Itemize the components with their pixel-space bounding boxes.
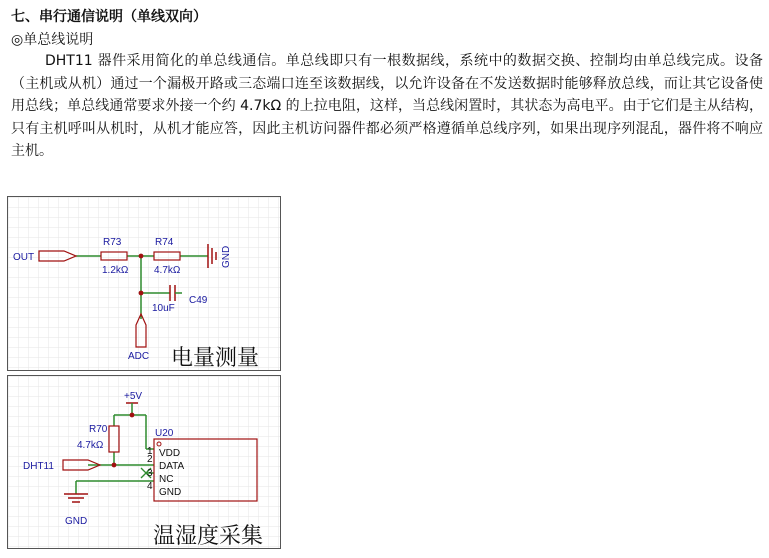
r73-value: 1.2kΩ bbox=[102, 265, 129, 276]
temp-humidity-caption: 温湿度采集 bbox=[153, 523, 264, 548]
r70-name: R70 bbox=[89, 424, 108, 435]
gnd-label: GND bbox=[65, 516, 88, 527]
r73-name: R73 bbox=[103, 237, 122, 248]
pin-name: NC bbox=[159, 474, 174, 485]
paragraph-text: DHT11 器件采用简化的单总线通信。单总线即只有一根数据线，系统中的数据交换、控制均由单总线完成。设备（主机或从机）通过一个漏极开路或三态端口连至该数据线，以允许设备在不发送数据时能够释放总线，而让其它设备使用总线；单总线通常要求外接一个约 4.7kΩ 的上拉电阻，这样，当总线闲置时，其状态为高电平。由于它们是主从结构，只有主机呼叫从机时，从机才能应答，因此主机访问器件都必须严格遵循单总线序列，如果出现序列混乱，器件将不响应主机。 bbox=[11, 53, 763, 159]
vcc-label: +5V bbox=[124, 391, 143, 402]
r74-name: R74 bbox=[155, 237, 174, 248]
pin-name: DATA bbox=[159, 461, 185, 472]
pin-name: GND bbox=[159, 487, 182, 498]
c49-value: 10uF bbox=[152, 303, 175, 314]
temp-humidity-drawing bbox=[8, 376, 280, 548]
battery-measure-drawing bbox=[8, 197, 280, 370]
junction-dot bbox=[139, 291, 144, 296]
battery-caption: 电量测量 bbox=[171, 345, 260, 370]
section-title: 七、串行通信说明（单线双向） bbox=[11, 9, 207, 25]
adc-label: ADC bbox=[128, 351, 150, 362]
out-label: OUT bbox=[13, 252, 35, 263]
r70-value: 4.7kΩ bbox=[77, 440, 104, 451]
battery-measure-schematic bbox=[7, 196, 281, 371]
junction-dot bbox=[130, 413, 135, 418]
chip-name: U20 bbox=[155, 428, 174, 439]
description-paragraph bbox=[11, 50, 763, 163]
gnd-label: GND bbox=[221, 245, 232, 268]
pin-number: 1 bbox=[147, 446, 153, 457]
junction-dot bbox=[112, 463, 117, 468]
junction-dot bbox=[139, 254, 144, 259]
r74-value: 4.7kΩ bbox=[154, 265, 181, 276]
pin-number: 3 bbox=[147, 468, 153, 479]
temp-humidity-schematic bbox=[7, 375, 281, 549]
section-subtitle: ◎单总线说明 bbox=[11, 32, 94, 48]
pin-number: 4 bbox=[147, 481, 153, 492]
c49-name: C49 bbox=[189, 295, 208, 306]
dht11-net-label: DHT11 bbox=[23, 461, 54, 472]
pin-name: VDD bbox=[159, 448, 181, 459]
pin-number: 2 bbox=[147, 454, 153, 465]
